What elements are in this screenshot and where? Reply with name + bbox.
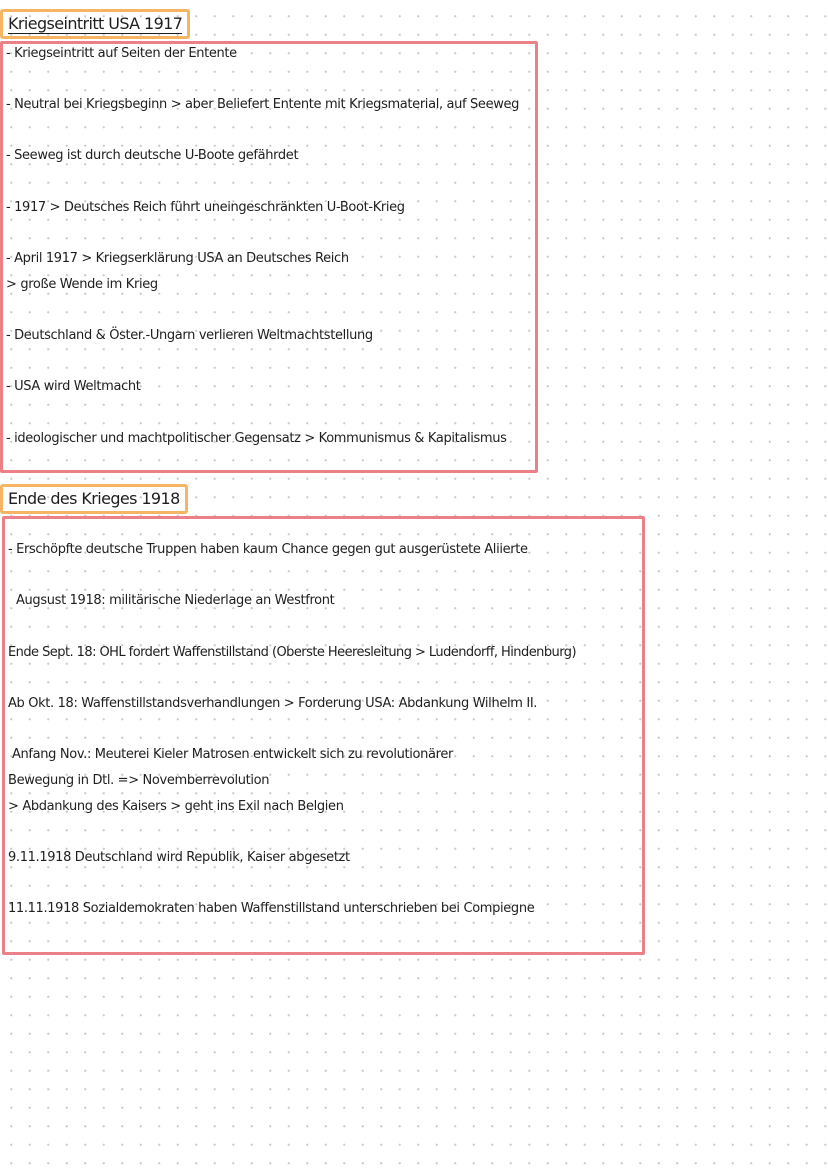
section-heading-kriegseintritt <box>0 9 190 39</box>
note-line: - April 1917 > Kriegserklärung USA an Deutsches Reich <box>6 251 349 266</box>
section-box-ende-des-krieges <box>2 516 645 955</box>
note-line: - Seeweg ist durch deutsche U-Boote gefährdet <box>6 148 299 163</box>
note-line: - 1917 > Deutsches Reich führt uneingeschränkten U-Boot-Krieg <box>6 200 405 215</box>
note-line: Ende Sept. 18: OHL fordert Waffenstillstand (Oberste Heeresleitung > Ludendorff, Hindenburg) <box>8 645 577 660</box>
section-heading-text: Ende des Krieges 1918 <box>8 489 180 508</box>
note-line: Anfang Nov.: Meuterei Kieler Matrosen entwickelt sich zu revolutionärer <box>12 747 454 762</box>
note-line: > Abdankung des Kaisers > geht ins Exil nach Belgien <box>8 799 344 814</box>
section-heading-text: Kriegseintritt USA 1917 <box>8 14 183 33</box>
note-line: 11.11.1918 Sozialdemokraten haben Waffenstillstand unterschrieben bei Compiegne <box>8 901 535 916</box>
note-line: - ideologischer und machtpolitischer Gegensatz > Kommunismus & Kapitalismus <box>6 431 507 446</box>
note-line: Ab Okt. 18: Waffenstillstandsverhandlungen > Forderung USA: Abdankung Wilhelm II. <box>8 696 538 711</box>
note-line: Bewegung in Dtl. => Novemberrevolution <box>8 773 270 788</box>
note-line: Augsust 1918: militärische Niederlage an Westfront <box>16 593 335 608</box>
note-line: - Erschöpfte deutsche Truppen haben kaum Chance gegen gut ausgerüstete Aliierte <box>8 542 528 557</box>
note-line: - Kriegseintritt auf Seiten der Entente <box>6 46 237 61</box>
note-line: - Deutschland & Öster.-Ungarn verlieren Weltmachtstellung <box>6 328 373 343</box>
note-line: - Neutral bei Kriegsbeginn > aber Beliefert Entente mit Kriegsmaterial, auf Seeweg <box>6 97 520 112</box>
note-line: - USA wird Weltmacht <box>6 379 141 394</box>
note-line: 9.11.1918 Deutschland wird Republik, Kaiser abgesetzt <box>8 850 350 865</box>
note-line: > große Wende im Krieg <box>6 277 158 292</box>
section-heading-ende-des-krieges <box>0 484 188 514</box>
